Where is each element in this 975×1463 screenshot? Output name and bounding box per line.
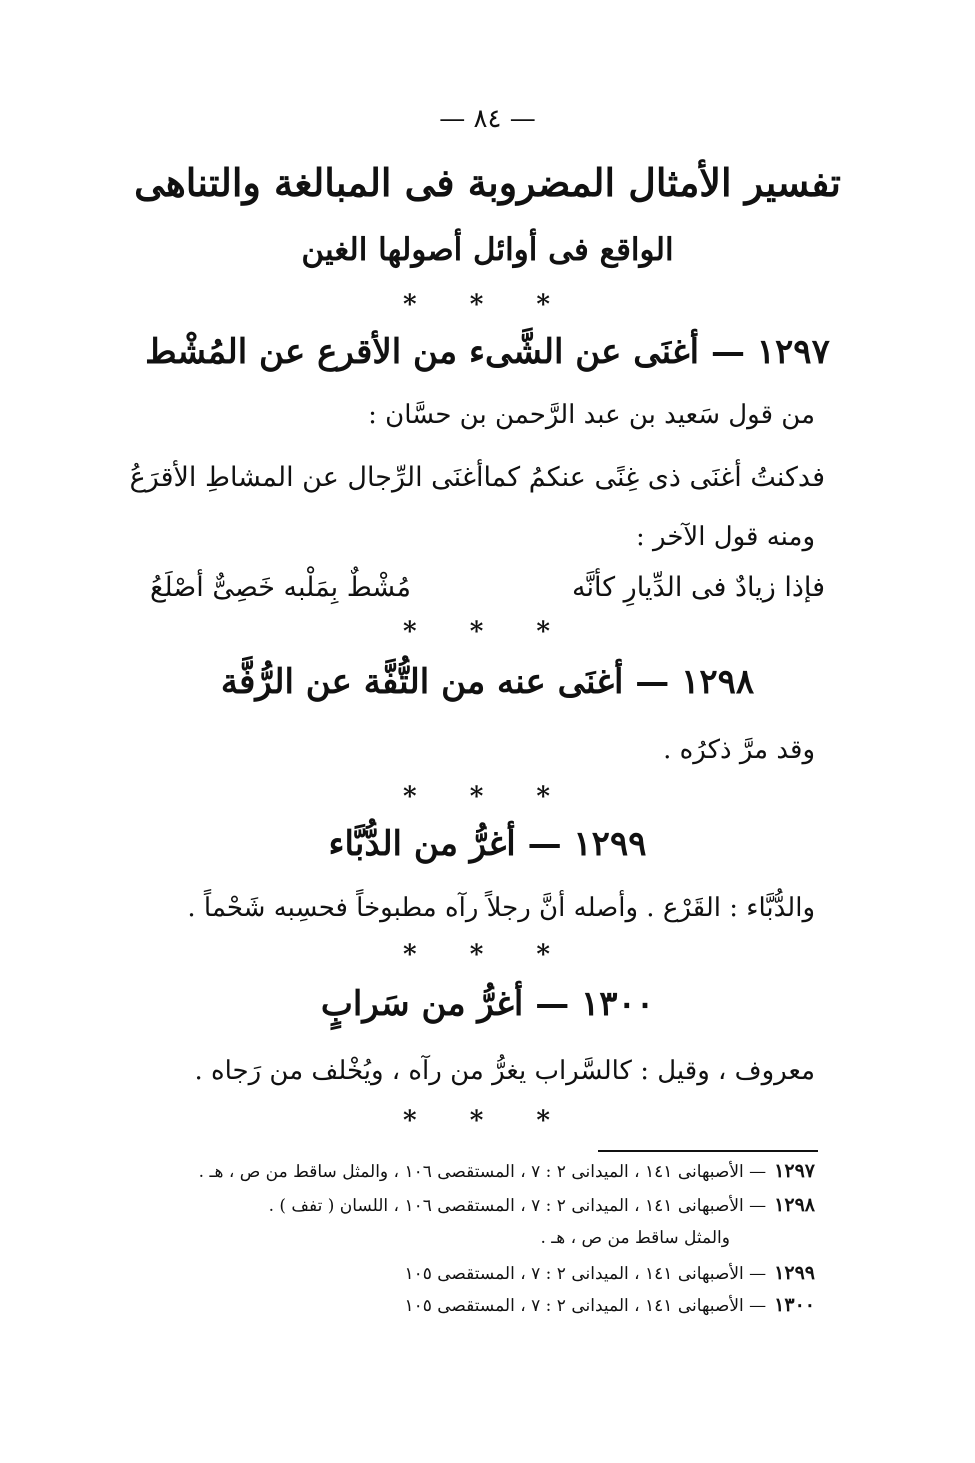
footnote-divider <box>598 1150 818 1152</box>
proverb-heading: ١٢٩٧ — أغنَى عن الشَّىء من الأقرع عن المُشْط <box>145 332 830 372</box>
proverb-heading: ١٢٩٩ — أغرُّ من الدُّبَّاء <box>328 824 647 864</box>
verse-hemistich: فدكنتُ أغنَى ذى غِنًى عنكمُ كما <box>483 462 825 493</box>
footnote-number: ١٢٩٧ <box>774 1160 815 1182</box>
verse-hemistich: مُشْطٌ بِمَلْبه خَصِىٌّ أصْلَعُ <box>150 572 411 603</box>
body-line: من قول سَعيد بن عبد الرَّحمن بن حسَّان : <box>368 400 815 430</box>
verse-hemistich: فإذا زيادٌ فى الدِّيارِ كأنَّه <box>572 572 825 603</box>
verse-hemistich: أغنَى الرِّجال عن المشاطِ الأقرَعُ <box>129 462 484 493</box>
footnote-number: ١٢٩٨ <box>774 1194 815 1216</box>
separator-stars: * * * <box>403 617 572 647</box>
body-line: وقد مرَّ ذكرُه . <box>663 735 815 765</box>
separator-stars: * * * <box>403 782 572 812</box>
footnote-text: — الأصبهانى ١٤١ ، الميدانى ٢ : ٧ ، المستقصى ١٠٥ <box>404 1296 767 1316</box>
body-line: ومنه قول الآخر : <box>635 522 815 552</box>
footnote-text: — الأصبهانى ١٤١ ، الميدانى ٢ : ٧ ، المستقصى ١٠٦ ، اللسان ( تفف ) . <box>268 1196 767 1216</box>
footnote <box>404 1294 815 1316</box>
separator-stars: * * * <box>403 290 572 320</box>
chapter-title: تفسير الأمثال المضروبة فى المبالغة والتناهى <box>134 160 841 205</box>
body-line: معروف ، وقيل : كالسَّراب يغرُّ من رآه ، ويُخْلف من رَجاه . <box>194 1056 815 1086</box>
page-number: — ٨٤ — <box>439 104 536 134</box>
verse-line <box>150 572 825 603</box>
proverb-heading: ١٣٠٠ — أغرُّ من سَرابٍ <box>320 984 655 1024</box>
footnote-text: — الأصبهانى ١٤١ ، الميدانى ٢ : ٧ ، المستقصى ١٠٦ ، والمثل ساقط من ص ، هـ . <box>198 1162 767 1182</box>
footnote-text: — الأصبهانى ١٤١ ، الميدانى ٢ : ٧ ، المستقصى ١٠٥ <box>404 1264 767 1284</box>
chapter-subtitle: الواقع فى أوائل أصولها الغين <box>301 232 674 268</box>
footnote-text: والمثل ساقط من ص ، هـ . <box>540 1228 730 1248</box>
footnote-number: ١٣٠٠ <box>774 1294 815 1316</box>
footnote-number: ١٢٩٩ <box>774 1262 815 1284</box>
separator-stars: * * * <box>403 1106 572 1136</box>
footnote <box>199 1160 815 1182</box>
footnote <box>404 1262 815 1284</box>
footnote <box>541 1228 731 1248</box>
body-line: والدُّبَّاء : القَرْع . وأصله أنَّ رجلاً رآه مطبوخاً فحسِبه شَحْماً . <box>187 893 815 923</box>
verse-line <box>129 462 825 493</box>
footnote <box>269 1194 815 1216</box>
proverb-heading: ١٢٩٨ — أغنَى عنه من التُّفَّة عن الرُّفَّة <box>220 662 755 702</box>
separator-stars: * * * <box>403 940 572 970</box>
